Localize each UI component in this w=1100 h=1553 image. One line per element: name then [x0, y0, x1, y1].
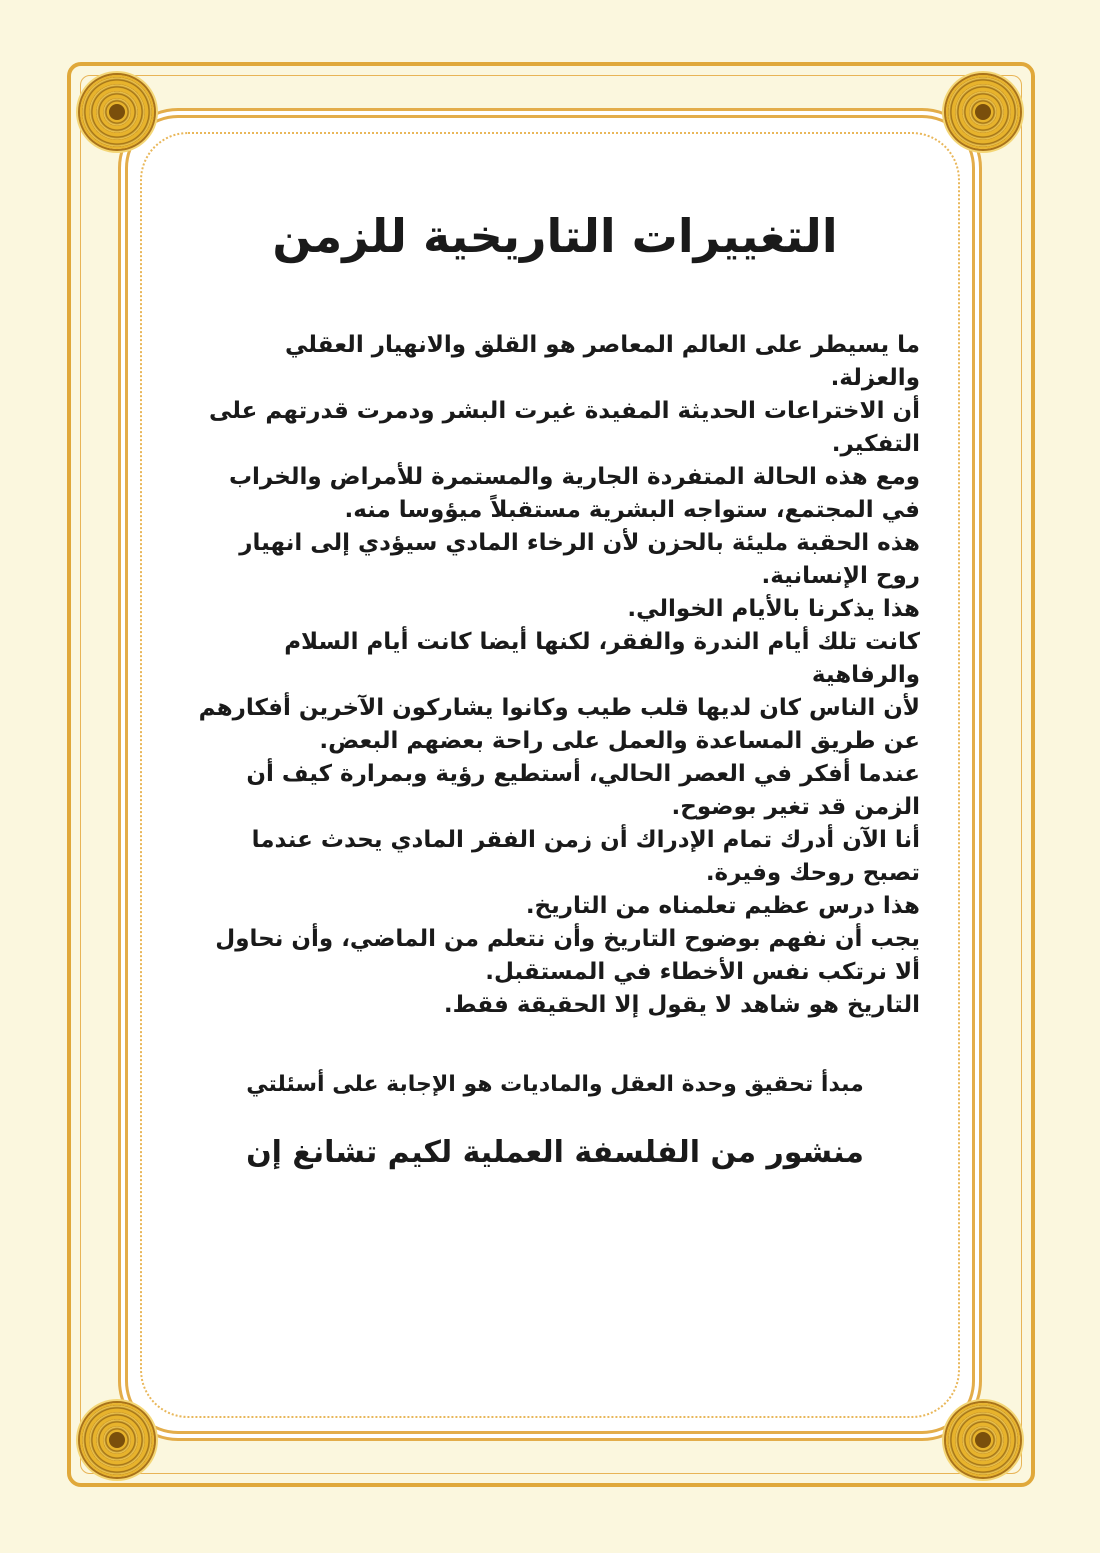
paragraph: هذا يذكرنا بالأيام الخوالي. — [627, 595, 920, 622]
paragraph: أنا الآن أدرك تمام الإدراك أن زمن الفقر المادي يحدث عندما تصبح روحك وفيرة. — [251, 826, 920, 886]
document-content — [190, 185, 920, 1170]
paragraph: هذه الحقبة مليئة بالحزن لأن الرخاء المادي سيؤدي إلى انهيار روح الإنسانية. — [239, 529, 920, 589]
corner-medallion-bottom-right — [946, 1403, 1020, 1477]
paragraph: لأن الناس كان لديها قلب طيب وكانوا يشاركون الآخرين أفكارهم عن طريق المساعدة والعمل على راحة بعضهم البعض. — [198, 694, 920, 754]
source-signature: منشور من الفلسفة العملية لكيم تشانغ إن — [246, 1134, 864, 1170]
paragraph: عندما أفكر في العصر الحالي، أستطيع رؤية وبمرارة كيف أن الزمن قد تغير بوضوح. — [246, 760, 920, 820]
paragraph: ما يسيطر على العالم المعاصر هو القلق والانهيار العقلي والعزلة. — [284, 331, 920, 391]
corner-medallion-top-right — [946, 75, 1020, 149]
document-title: التغييرات التاريخية للزمن — [272, 209, 838, 263]
paragraph: هذا درس عظيم تعلمناه من التاريخ. — [525, 892, 920, 919]
document-body — [190, 329, 920, 1022]
corner-medallion-top-left — [80, 75, 154, 149]
paragraph: التاريخ هو شاهد لا يقول إلا الحقيقة فقط. — [443, 991, 920, 1018]
principle-line: مبدأ تحقيق وحدة العقل والماديات هو الإجابة على أسئلتي — [246, 1071, 864, 1097]
paragraph: أن الاختراعات الحديثة المفيدة غيرت البشر ودمرت قدرتهم على التفكير. — [208, 397, 920, 457]
paragraph: يجب أن نفهم بوضوح التاريخ وأن نتعلم من الماضي، وأن نحاول ألا نرتكب نفس الأخطاء في المستقبل. — [215, 925, 920, 985]
paragraph: كانت تلك أيام الندرة والفقر، لكنها أيضا كانت أيام السلام والرفاهية — [284, 628, 920, 688]
paragraph: ومع هذه الحالة المتفردة الجارية والمستمرة للأمراض والخراب في المجتمع، ستواجه البشرية مستقبلاً ميؤوسا منه. — [228, 463, 920, 523]
corner-medallion-bottom-left — [80, 1403, 154, 1477]
